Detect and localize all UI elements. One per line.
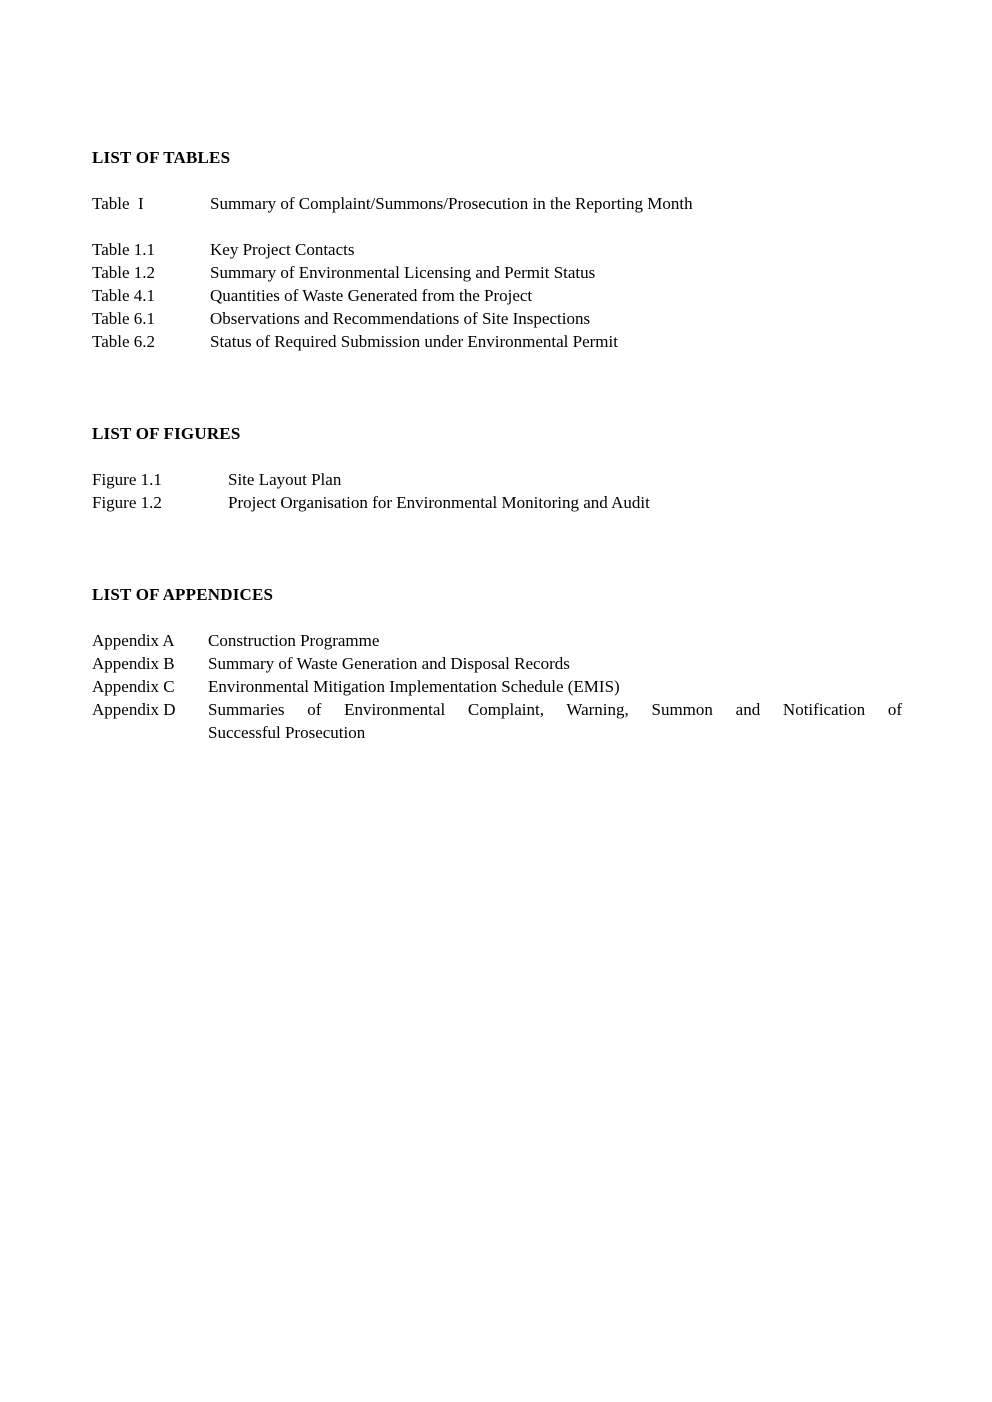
entry-description: Quantities of Waste Generated from the Project <box>210 286 533 305</box>
entry-label: Table 6.2 <box>92 332 156 351</box>
toc-entry <box>92 261 902 284</box>
entry-description: Site Layout Plan <box>228 470 342 489</box>
list-of-figures-section <box>92 422 902 514</box>
figures-entry-list <box>92 468 902 514</box>
toc-entry <box>92 675 902 698</box>
toc-entry <box>92 284 902 307</box>
entry-description: Construction Programme <box>208 631 380 650</box>
entry-description: Summary of Complaint/Summons/Prosecution in the Reporting Month <box>210 194 693 213</box>
toc-entry <box>92 238 902 261</box>
toc-entry <box>92 192 902 215</box>
entry-label: Figure 1.1 <box>92 470 162 489</box>
entry-label: Appendix B <box>92 654 175 673</box>
toc-entry <box>92 468 902 491</box>
appendices-entry-list <box>92 629 902 744</box>
entry-label: Table 6.1 <box>92 309 156 328</box>
entry-label: Appendix D <box>92 700 176 719</box>
entry-label: Table 1.2 <box>92 263 156 282</box>
entry-label: Table 1.1 <box>92 240 156 259</box>
list-of-appendices-section <box>92 583 902 744</box>
toc-entry <box>92 307 902 330</box>
list-of-figures-heading: LIST OF FIGURES <box>92 424 241 443</box>
tables-entry-list <box>92 192 902 353</box>
toc-entry <box>92 330 902 353</box>
toc-entry <box>92 491 902 514</box>
entry-description: Summary of Environmental Licensing and Permit Status <box>210 263 596 282</box>
entry-description-line: Successful Prosecution <box>208 723 366 742</box>
list-of-appendices-heading: LIST OF APPENDICES <box>92 585 274 604</box>
entry-description <box>208 698 902 744</box>
entry-label: Table I <box>92 194 144 213</box>
entry-description: Environmental Mitigation Implementation Schedule (EMIS) <box>208 677 620 696</box>
entry-label: Appendix C <box>92 677 175 696</box>
entry-description-line: Summaries of Environmental Complaint, Warning, Summon and Notification of <box>208 700 902 719</box>
entry-description: Status of Required Submission under Environmental Permit <box>210 332 618 351</box>
entry-label: Figure 1.2 <box>92 493 162 512</box>
entry-label: Appendix A <box>92 631 175 650</box>
toc-entry <box>92 698 902 744</box>
entry-label: Table 4.1 <box>92 286 156 305</box>
entry-description: Observations and Recommendations of Site Inspections <box>210 309 591 328</box>
toc-entry <box>92 652 902 675</box>
list-of-tables-heading: LIST OF TABLES <box>92 148 231 167</box>
entry-description: Summary of Waste Generation and Disposal Records <box>208 654 570 673</box>
entry-description: Key Project Contacts <box>210 240 355 259</box>
entry-description: Project Organisation for Environmental Monitoring and Audit <box>228 493 650 512</box>
list-of-tables-section <box>92 146 902 353</box>
toc-entry <box>92 629 902 652</box>
